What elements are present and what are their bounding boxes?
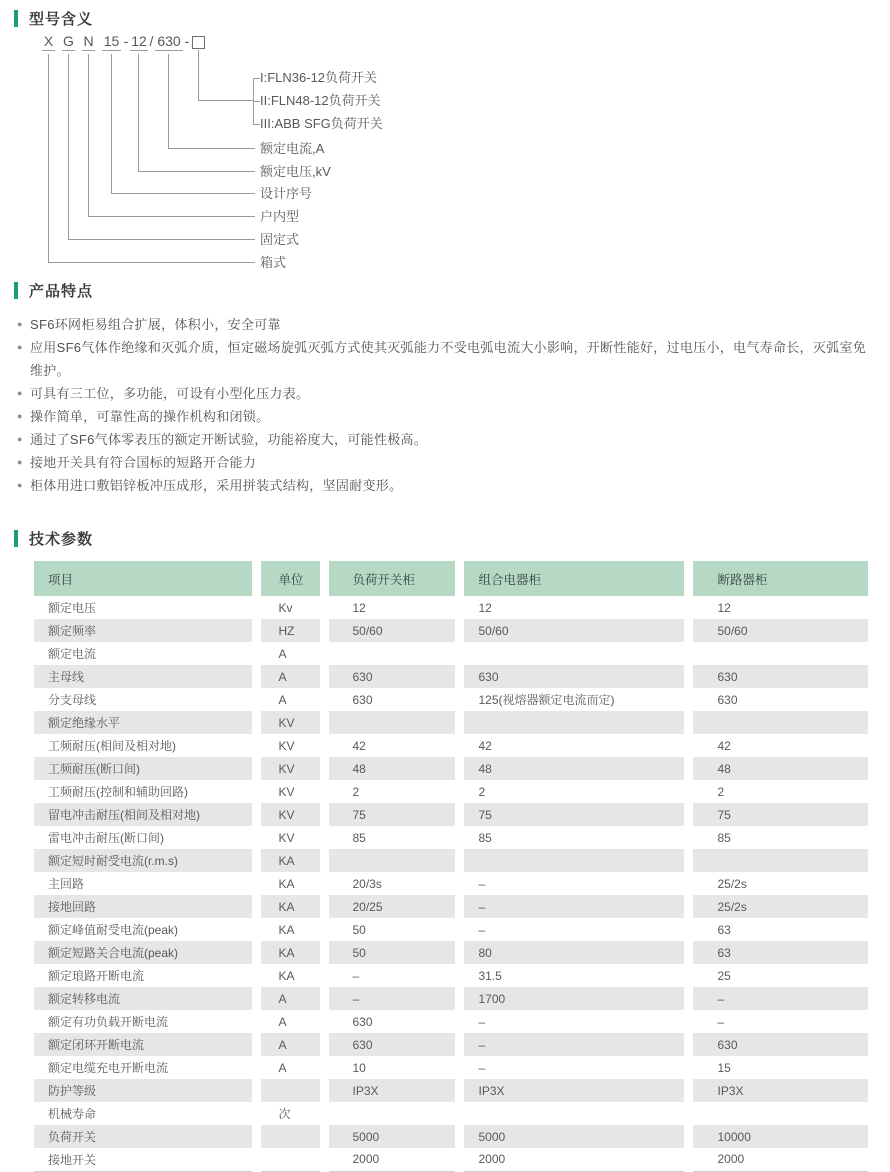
feature-item	[17, 451, 870, 474]
parameter-value-cell: 50	[324, 941, 459, 964]
feature-item	[17, 313, 870, 336]
parameter-value-cell: 25	[688, 964, 868, 987]
parameter-value-cell: 10	[324, 1056, 459, 1079]
bullet-icon: ●	[17, 342, 23, 352]
parameter-value-cell: KV	[256, 780, 324, 803]
parameter-name-cell: 留电冲击耐压(相间及相对地)	[34, 803, 256, 826]
parameter-value-cell: 10000	[688, 1125, 868, 1148]
feature-text: 接地开关具有符合国标的短路开合能力	[30, 455, 257, 470]
parameter-value-cell	[688, 711, 868, 734]
parameter-name-cell: 额定峰值耐受电流(peak)	[48, 923, 179, 937]
parameter-value-cell	[459, 711, 688, 734]
bullet-icon: ●	[17, 457, 23, 467]
parameter-value-cell: KV	[256, 757, 324, 780]
table-row	[34, 964, 868, 987]
section-title-params: 技术参数	[29, 530, 94, 548]
parameter-name-cell: 主母线	[34, 665, 256, 688]
feature-item	[17, 336, 870, 382]
code-hyphen-1: -	[123, 33, 129, 49]
parameter-value-cell: 2000	[324, 1148, 459, 1171]
parameter-name-cell: 分支母线	[48, 693, 97, 707]
feature-text: 柜体用进口敷铝锌板冲压成形，采用拼装式结构，坚固耐变形。	[30, 478, 403, 493]
parameter-value-cell: A	[256, 665, 324, 688]
parameter-value-cell: 15	[688, 1056, 868, 1079]
diagram-label-design-serial: 设计序号	[260, 186, 313, 201]
parameter-value-cell	[324, 1102, 459, 1125]
parameter-value-cell	[459, 642, 688, 665]
parameter-value-cell: IP3X	[688, 1079, 868, 1102]
parameter-value-cell: 2	[688, 780, 868, 803]
feature-item	[17, 474, 870, 497]
code-hyphen-2: -	[184, 33, 190, 49]
parameter-value-cell: A	[256, 688, 324, 711]
parameter-value-cell: 次	[256, 1102, 324, 1125]
parameter-value-cell: 2	[459, 780, 688, 803]
parameter-value-cell: A	[256, 1056, 324, 1079]
table-row	[34, 1010, 868, 1033]
parameter-value-cell: A	[256, 1010, 324, 1033]
parameter-value-cell: –	[459, 1010, 688, 1033]
feature-text: 应用SF6气体作绝缘和灭弧介质，恒定磁场旋弧灭弧方式使其灭弧能力不受电弧电流大小影响，开断性能好，过电压小，电气寿命长，灭弧室免维护。	[30, 340, 867, 378]
code-part-n: N	[83, 33, 94, 49]
parameter-value-cell: –	[459, 918, 688, 941]
accent-bar-icon	[14, 530, 18, 547]
diagram-label-option-1: I:FLN36-12负荷开关	[260, 70, 378, 85]
parameter-name-cell: 工频耐压(控制和辅助回路)	[48, 785, 188, 799]
feature-item	[17, 405, 870, 428]
parameter-value-cell: 12	[324, 596, 459, 619]
column-header-combined-device: 组合电器柜	[459, 561, 688, 596]
diagram-label-rated-current: 额定电流,A	[260, 141, 325, 156]
parameter-value-cell: KA	[256, 872, 324, 895]
parameter-value-cell: –	[324, 964, 459, 987]
section-title-model: 型号含义	[29, 10, 94, 28]
parameter-value-cell: 63	[688, 918, 868, 941]
parameter-value-cell: 31.5	[459, 964, 688, 987]
parameter-value-cell: 75	[459, 803, 688, 826]
parameter-value-cell	[688, 642, 868, 665]
table-row	[34, 619, 868, 642]
table-row	[34, 596, 868, 619]
parameter-value-cell: 12	[688, 596, 868, 619]
parameter-value-cell: 20/25	[324, 895, 459, 918]
parameter-value-cell: 5000	[324, 1125, 459, 1148]
parameter-value-cell	[256, 1079, 324, 1102]
feature-text: 操作简单，可靠性高的操作机构和闭锁。	[30, 409, 270, 424]
table-row	[34, 1033, 868, 1056]
parameter-value-cell	[459, 849, 688, 872]
parameter-value-cell: 50/60	[459, 619, 688, 642]
parameter-value-cell: –	[459, 1056, 688, 1079]
parameter-name-cell: 额定频率	[34, 619, 256, 642]
parameter-value-cell: 50/60	[324, 619, 459, 642]
diagram-label-indoor-type: 户内型	[260, 209, 300, 224]
table-row	[34, 872, 868, 895]
parameter-value-cell: 2	[324, 780, 459, 803]
parameter-name-cell: 额定琅路开断电流	[48, 969, 145, 983]
parameter-name-cell: 额定有功负载开断电流	[48, 1015, 169, 1029]
parameter-value-cell: 85	[324, 826, 459, 849]
table-row	[34, 642, 868, 665]
parameter-value-cell: Kv	[256, 596, 324, 619]
parameter-value-cell: 1700	[459, 987, 688, 1010]
parameter-value-cell	[324, 711, 459, 734]
column-header-circuit-breaker: 断路器柜	[688, 561, 868, 596]
parameter-value-cell	[256, 1148, 324, 1171]
parameter-value-cell: 75	[324, 803, 459, 826]
table-row	[34, 918, 868, 941]
code-part-12: 12	[131, 33, 147, 49]
parameter-value-cell: 630	[688, 665, 868, 688]
parameter-name-cell: 额定绝缘水平	[34, 711, 256, 734]
parameter-value-cell: 2000	[459, 1148, 688, 1171]
parameter-value-cell	[324, 849, 459, 872]
parameter-value-cell: KV	[256, 734, 324, 757]
parameter-value-cell: 630	[324, 688, 459, 711]
parameter-name-cell: 负荷开关	[34, 1125, 256, 1148]
bullet-icon: ●	[17, 434, 23, 444]
feature-text: SF6环网柜易组合扩展，体积小，安全可靠	[30, 317, 281, 332]
section-header-params	[14, 528, 890, 548]
parameter-value-cell: 12	[459, 596, 688, 619]
section-model	[0, 8, 890, 276]
parameter-value-cell: –	[688, 987, 868, 1010]
bullet-icon: ●	[17, 480, 23, 490]
table-row	[34, 803, 868, 826]
parameter-value-cell: 42	[324, 734, 459, 757]
table-row	[34, 1079, 868, 1102]
parameter-value-cell: KA	[256, 849, 324, 872]
parameter-value-cell: KA	[256, 918, 324, 941]
table-row	[34, 688, 868, 711]
parameter-value-cell: 42	[459, 734, 688, 757]
code-slash: /	[149, 33, 154, 49]
parameter-value-cell: 85	[459, 826, 688, 849]
parameter-value-cell: 25/2s	[688, 895, 868, 918]
parameter-value-cell: A	[256, 1033, 324, 1056]
parameter-value-cell: 85	[688, 826, 868, 849]
parameter-value-cell: 630	[688, 1033, 868, 1056]
parameter-value-cell: A	[256, 987, 324, 1010]
code-part-g: G	[63, 33, 74, 49]
parameter-value-cell	[459, 1102, 688, 1125]
parameter-name-cell: 额定短路关合电流(peak)	[34, 941, 256, 964]
parameter-value-cell: 20/3s	[324, 872, 459, 895]
parameter-value-cell: 630	[324, 1010, 459, 1033]
parameter-value-cell	[256, 1125, 324, 1148]
table-row	[34, 780, 868, 803]
parameter-value-cell: KV	[256, 826, 324, 849]
table-row	[34, 941, 868, 964]
parameter-value-cell: IP3X	[324, 1079, 459, 1102]
parameter-name-cell: 防护等级	[34, 1079, 256, 1102]
parameter-value-cell	[324, 642, 459, 665]
feature-text: 通过了SF6气体零表压的额定开断试验，功能裕度大，可能性极高。	[30, 432, 428, 447]
parameter-value-cell: –	[324, 987, 459, 1010]
diagram-label-rated-voltage: 额定电压,kV	[260, 164, 331, 179]
parameter-value-cell: –	[459, 872, 688, 895]
parameter-name-cell: 额定电缆充电开断电流	[48, 1061, 169, 1075]
parameter-value-cell: 50/60	[688, 619, 868, 642]
parameter-name-cell: 额定短时耐受电流(r.m.s)	[34, 849, 256, 872]
parameter-value-cell: 25/2s	[688, 872, 868, 895]
table-row	[34, 757, 868, 780]
column-header-load-switch: 负荷开关柜	[324, 561, 459, 596]
column-header-unit: 单位	[256, 561, 324, 596]
parameter-name-cell: 额定闭环开断电流	[34, 1033, 256, 1056]
parameters-table	[34, 561, 868, 1172]
parameter-value-cell: 80	[459, 941, 688, 964]
table-header-row	[34, 561, 868, 596]
section-header-model	[14, 8, 890, 28]
bullet-icon: ●	[17, 411, 23, 421]
code-part-x: X	[43, 33, 54, 49]
diagram-label-option-3: III:ABB SFG负荷开关	[260, 116, 383, 131]
section-features	[0, 280, 890, 497]
table-row	[34, 849, 868, 872]
parameter-value-cell: –	[459, 1033, 688, 1056]
parameter-name-cell: 工频耐压(相间及相对地)	[48, 739, 176, 753]
table-row	[34, 826, 868, 849]
parameter-value-cell: 630	[459, 665, 688, 688]
bullet-icon: ●	[17, 319, 23, 329]
parameter-value-cell: KA	[256, 964, 324, 987]
parameter-value-cell: 125(视熔器额定电流而定)	[459, 688, 688, 711]
parameter-value-cell: KV	[256, 803, 324, 826]
diagram-label-box-type: 箱式	[260, 255, 287, 270]
parameter-value-cell: 63	[688, 941, 868, 964]
table-row	[34, 734, 868, 757]
table-row	[34, 987, 868, 1010]
table-row	[34, 1125, 868, 1148]
parameter-value-cell: IP3X	[459, 1079, 688, 1102]
parameter-value-cell: KA	[256, 941, 324, 964]
parameter-name-cell: 主回路	[48, 877, 85, 891]
parameter-name-cell: 额定电流	[48, 647, 97, 661]
diagram-label-fixed-type: 固定式	[260, 232, 300, 247]
parameter-value-cell: 48	[688, 757, 868, 780]
table-row	[34, 1148, 868, 1171]
parameter-value-cell: A	[256, 642, 324, 665]
parameter-value-cell: 75	[688, 803, 868, 826]
parameter-value-cell: 630	[688, 688, 868, 711]
accent-bar-icon	[14, 10, 18, 27]
section-header-features	[14, 280, 890, 300]
parameter-name-cell: 接地开关	[34, 1148, 256, 1171]
parameter-value-cell: 50	[324, 918, 459, 941]
table-row	[34, 1102, 868, 1125]
parameter-value-cell: 48	[459, 757, 688, 780]
feature-item	[17, 428, 870, 451]
accent-bar-icon	[14, 282, 18, 299]
feature-text: 可具有三工位，多功能，可设有小型化压力表。	[30, 386, 310, 401]
parameter-value-cell: 42	[688, 734, 868, 757]
code-part-15: 15	[103, 33, 120, 49]
section-title-features: 产品特点	[29, 282, 94, 300]
parameter-name-cell: 接地回路	[34, 895, 256, 918]
parameter-name-cell: 额定转移电流	[34, 987, 256, 1010]
section-params	[0, 528, 890, 1172]
parameter-value-cell: –	[459, 895, 688, 918]
parameter-value-cell: –	[688, 1010, 868, 1033]
features-list	[17, 313, 870, 497]
code-placeholder-box	[192, 36, 205, 49]
parameter-value-cell: KA	[256, 895, 324, 918]
table-row	[34, 711, 868, 734]
parameter-value-cell: HZ	[256, 619, 324, 642]
connector-x	[48, 54, 255, 263]
table-row	[34, 665, 868, 688]
column-header-item: 项目	[34, 561, 256, 596]
feature-item	[17, 382, 870, 405]
parameter-value-cell	[688, 849, 868, 872]
parameter-value-cell	[688, 1102, 868, 1125]
parameter-value-cell: 2000	[688, 1148, 868, 1171]
table-row	[34, 895, 868, 918]
parameter-value-cell: 630	[324, 1033, 459, 1056]
parameter-value-cell: KV	[256, 711, 324, 734]
parameter-name-cell: 额定电压	[48, 601, 97, 615]
parameter-name-cell: 雷电冲击耐压(断口间)	[48, 831, 164, 845]
parameter-value-cell: 5000	[459, 1125, 688, 1148]
bullet-icon: ●	[17, 388, 23, 398]
parameter-value-cell: 48	[324, 757, 459, 780]
code-part-630: 630	[155, 34, 183, 51]
parameter-name-cell: 工频耐压(断口间)	[34, 757, 256, 780]
table-row	[34, 1056, 868, 1079]
model-designation-diagram	[0, 34, 890, 276]
parameter-value-cell: 630	[324, 665, 459, 688]
parameter-name-cell: 机械寿命	[48, 1107, 97, 1121]
diagram-label-option-2: II:FLN48-12负荷开关	[260, 93, 381, 108]
